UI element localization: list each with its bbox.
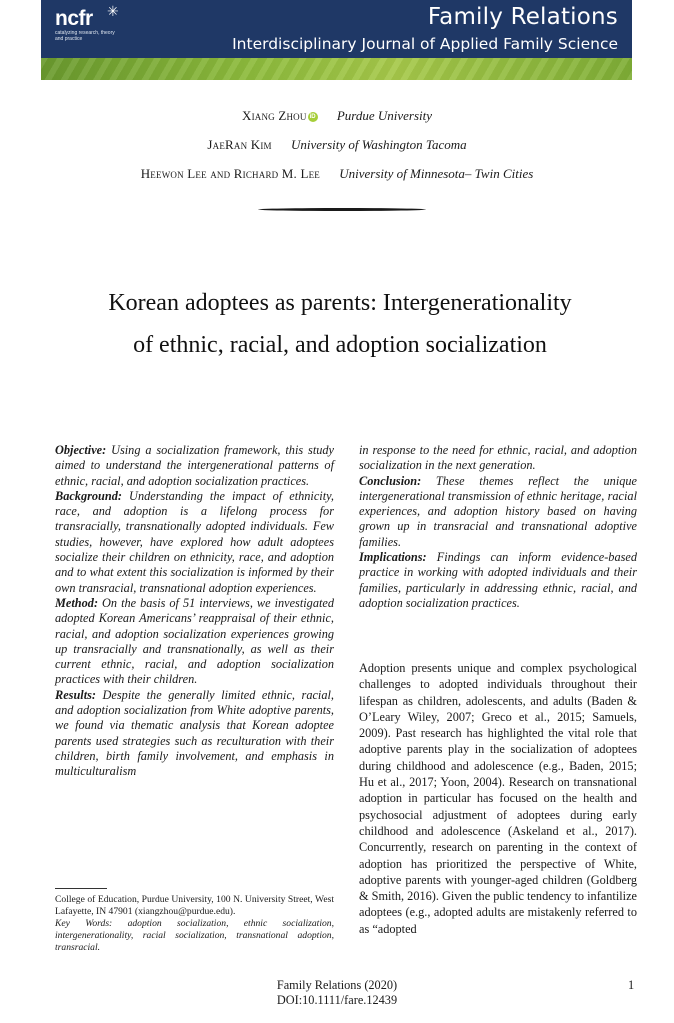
implications-text: Findings can inform evidence-based practice in working with adopted individuals and their families, particularly in addressing ethnic, racial, and adoption socialization practices. xyxy=(359,550,637,610)
footnote-keywords: Key Words: adoption socialization, ethnic socialization, intergenerationality, racial socialization, transnational adoption, transracial. xyxy=(55,918,334,953)
method-text: On the basis of 51 interviews, we investigated adopted Korean Americans’ reappraisal of their ethnic, racial, and adoption socialization experiences growing up transracially and transnationally, as well as their current ethnic, racial, and adoption socialization practices with their children. xyxy=(55,595,334,687)
abstract-results xyxy=(55,688,334,780)
author-name: Xiang Zhou xyxy=(241,108,307,123)
author-affiliation: University of Washington Tacoma xyxy=(290,137,467,152)
title-line-2: of ethnic, racial, and adoption socialization xyxy=(133,332,547,358)
objective-text: Using a socialization framework, this study aimed to understand the intergenerational patterns of ethnic, racial, and adoption socialization practices. xyxy=(55,443,334,488)
author-affiliation: University of Minnesota– Twin Cities xyxy=(339,166,534,181)
page-number: 1 xyxy=(628,978,635,992)
author-name: Heewon Lee and Richard M. Lee xyxy=(140,166,320,181)
journal-title: Family Relations xyxy=(427,4,618,30)
abstract-background xyxy=(55,489,334,596)
method-label: Method: xyxy=(55,595,99,610)
footnote-address: College of Education, Purdue University, 100 N. University Street, West Lafayette, IN 47901 (xiangzhou@purdue.edu). xyxy=(55,894,334,917)
footer-doi[interactable]: DOI:10.1111/fare.12439 xyxy=(276,993,398,1007)
article-title xyxy=(60,282,620,366)
abstract-objective xyxy=(55,443,334,489)
author-line xyxy=(0,164,674,193)
abstract-method xyxy=(55,596,334,688)
footer-journal: Family Relations (2020) xyxy=(276,978,398,992)
title-divider xyxy=(258,208,426,211)
logo-star-icon: ✳ xyxy=(107,4,119,20)
results-text: Despite the generally limited ethnic, racial, and adoption socialization from White adoptive parents, we found via thematic analysis that Korean adoptee parents used strategies such as reculturation with their children, birth family involvement, and emphasis in multiculturalism xyxy=(55,687,334,779)
orcid-icon[interactable]: iD xyxy=(309,114,316,120)
implications-label: Implications: xyxy=(359,550,427,565)
title-line-1: Korean adoptees as parents: Intergenerationality xyxy=(108,290,572,316)
banner-green-strip xyxy=(41,58,632,80)
author-line xyxy=(0,135,674,164)
abstract-implications xyxy=(359,550,637,611)
conclusion-text: These themes reflect the unique intergenerational transmission of ethnic heritage, racial experiences, and adoption history based on having grown up in transracial and transnational adoptive families. xyxy=(359,473,637,549)
logo-tagline: catalyzing research, theory and practice xyxy=(55,30,115,42)
conclusion-label: Conclusion: xyxy=(359,473,422,488)
author-affiliation: Purdue University xyxy=(336,108,433,123)
author-block xyxy=(0,106,674,193)
body-text: Adoption presents unique and complex psychological challenges to adopted individuals throughout their lifespan as children, adolescents, and adults (Baden & O’Leary Wiley, 2007; Greco et al., 2015; Samuels, 2009). Past research has highlighted the vital role that adoptive parents play in the socialization of adoptees during childhood and adolescence (e.g., Baden, 2015; Hu et al., 2017; Yoon, 2004). Research on transnational adoption in particular has focused on the health and psychosocial adjustment of adoptees during early childhood and adolescence (Askeland et al., 2017). Concurrently, research on parenting in the context of adoption has prioritized the perspective of White, adoptive parents with younger-aged children (Goldberg & Smith, 2016). Given the public tendency to infantilize adoptees (e.g., adopted adults are mistakenly referred to as “adopted xyxy=(359,661,637,936)
ncfr-logo xyxy=(55,4,119,42)
abstract-right-column xyxy=(359,443,637,611)
author-line xyxy=(0,106,674,135)
background-text: Understanding the impact of ethnicity, race, and adoption is a lifelong process for transracially, transnationally adopted individuals. Few studies, however, have explored how adult adoptees socialize their children on ethnicity, race, and adoption and to what extent this socialization is informed by their own transracial, transnational adoption experiences. xyxy=(55,488,334,595)
page-footer xyxy=(0,978,674,1008)
abstract-results-continued: in response to the need for ethnic, racial, and adoption socialization in the next generation. xyxy=(359,443,637,473)
journal-subtitle: Interdisciplinary Journal of Applied Family Science xyxy=(232,35,618,53)
abstract-conclusion xyxy=(359,474,637,550)
background-label: Background: xyxy=(55,488,122,503)
abstract-left-column xyxy=(55,443,334,780)
footnote xyxy=(55,888,334,954)
author-name: JaeRan Kim xyxy=(207,137,272,152)
objective-label: Objective: xyxy=(55,443,107,457)
logo-text: ncfr xyxy=(55,7,93,30)
results-label: Results: xyxy=(55,687,96,702)
journal-banner xyxy=(41,0,632,80)
